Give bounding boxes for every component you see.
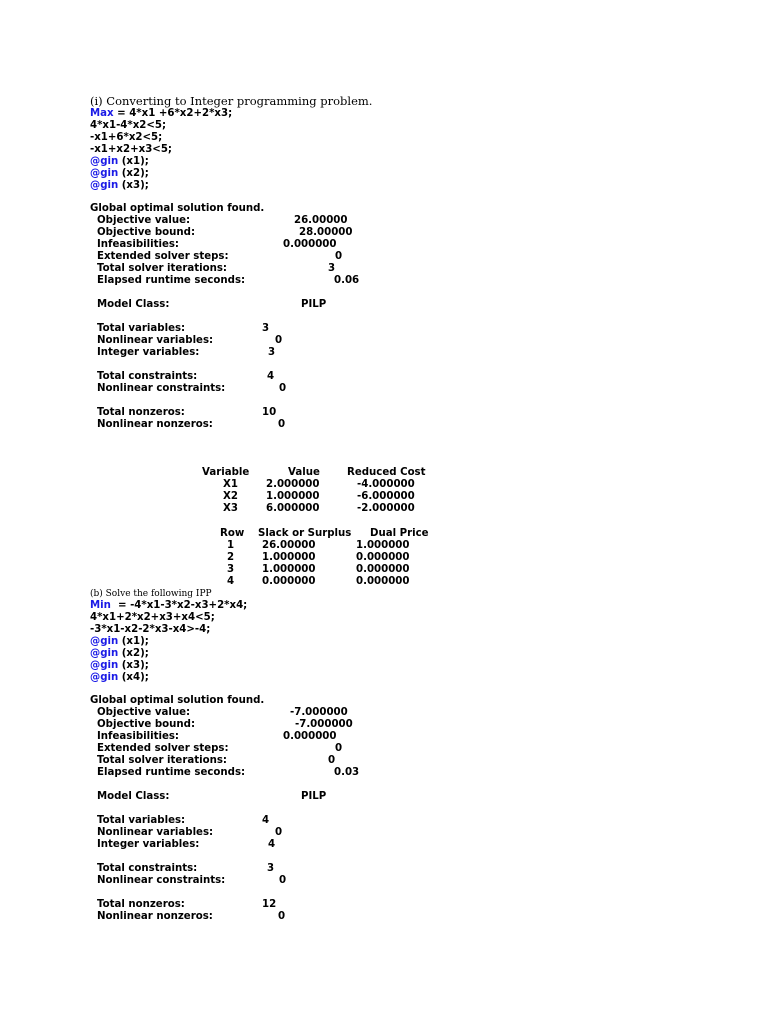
row-table-header: Row [220, 528, 245, 539]
stat-value: 0 [328, 755, 336, 766]
stat-label: Total nonzeros: [97, 899, 185, 910]
stat-label: Objective value: [97, 215, 191, 226]
var-table-header: Reduced Cost [347, 467, 426, 478]
stat-label: Total nonzeros: [97, 407, 185, 418]
section-heading-a: (i) Converting to Integer programming problem. [90, 94, 373, 108]
table-cell: 1.000000 [356, 540, 410, 551]
model-line: @gin (x3); [90, 180, 149, 191]
stat-value: 3 [267, 863, 275, 874]
table-cell: 2 [227, 552, 235, 563]
var-table-header: Value [288, 467, 320, 478]
keyword: @gin [90, 648, 119, 659]
stat-label: Integer variables: [97, 839, 200, 850]
stat-label: Extended solver steps: [97, 251, 229, 262]
stat-label: Objective bound: [97, 227, 196, 238]
stat-value: 0.000000 [283, 731, 337, 742]
keyword: Max [90, 108, 114, 119]
stat-label: Nonlinear variables: [97, 827, 214, 838]
table-cell: 3 [227, 564, 235, 575]
table-cell: 4 [227, 576, 235, 587]
stat-label: Total constraints: [97, 863, 198, 874]
section-heading-b: (b) Solve the following IPP [90, 589, 212, 599]
stat-value: 0 [278, 911, 286, 922]
stat-value: 0 [275, 335, 283, 346]
table-cell: 2.000000 [266, 479, 320, 490]
model-line: @gin (x1); [90, 636, 149, 647]
stat-label: Total solver iterations: [97, 755, 227, 766]
table-cell: 0.000000 [356, 576, 410, 587]
stat-value: -7.000000 [295, 719, 353, 730]
stat-value: 0.03 [334, 767, 360, 778]
table-cell: 6.000000 [266, 503, 320, 514]
stat-label: Elapsed runtime seconds: [97, 767, 246, 778]
keyword: @gin [90, 660, 119, 671]
stat-value: 12 [262, 899, 277, 910]
stat-label: Infeasibilities: [97, 731, 179, 742]
stat-label: Nonlinear nonzeros: [97, 419, 213, 430]
stat-value: 0 [275, 827, 283, 838]
table-cell: 1.000000 [262, 564, 316, 575]
table-cell: X3 [223, 503, 238, 514]
keyword: @gin [90, 180, 119, 191]
stat-label: Nonlinear variables: [97, 335, 214, 346]
model-class-label: Model Class: [97, 791, 170, 802]
stat-value: 3 [268, 347, 276, 358]
model-class-label: Model Class: [97, 299, 170, 310]
stat-value: 0 [278, 419, 286, 430]
table-cell: 1.000000 [262, 552, 316, 563]
stat-label: Extended solver steps: [97, 743, 229, 754]
stat-value: 4 [262, 815, 270, 826]
model-line: @gin (x2); [90, 168, 149, 179]
keyword: @gin [90, 168, 119, 179]
table-cell: 0.000000 [356, 564, 410, 575]
keyword: @gin [90, 672, 119, 683]
stat-value: 0.06 [334, 275, 360, 286]
stat-value: 0.000000 [283, 239, 337, 250]
stat-label: Total constraints: [97, 371, 198, 382]
stat-label: Objective value: [97, 707, 191, 718]
stat-value: 0 [335, 251, 343, 262]
model-class-value: PILP [301, 299, 327, 310]
stat-value: 4 [268, 839, 276, 850]
stat-value: 4 [267, 371, 275, 382]
table-cell: 1.000000 [266, 491, 320, 502]
keyword: @gin [90, 636, 119, 647]
table-cell: X1 [223, 479, 238, 490]
table-cell: 0.000000 [262, 576, 316, 587]
stat-value: 3 [262, 323, 270, 334]
model-line: Min = -4*x1-3*x2-x3+2*x4; [90, 600, 248, 611]
stat-label: Infeasibilities: [97, 239, 179, 250]
table-cell: 26.00000 [262, 540, 316, 551]
stat-label: Total solver iterations: [97, 263, 227, 274]
stat-value: 26.00000 [294, 215, 348, 226]
model-line: @gin (x1); [90, 156, 149, 167]
stat-label: Total variables: [97, 323, 186, 334]
table-cell: 1 [227, 540, 235, 551]
row-table-header: Dual Price [370, 528, 429, 539]
stat-label: Integer variables: [97, 347, 200, 358]
table-cell: -2.000000 [357, 503, 415, 514]
stat-label: Nonlinear constraints: [97, 875, 226, 886]
model-line: 4*x1-4*x2<5; [90, 120, 167, 131]
keyword: Min [90, 600, 111, 611]
model-line: Max = 4*x1 +6*x2+2*x3; [90, 108, 233, 119]
keyword: @gin [90, 156, 119, 167]
stat-label: Elapsed runtime seconds: [97, 275, 246, 286]
row-table-header: Slack or Surplus [258, 528, 352, 539]
model-line: -x1+6*x2<5; [90, 132, 163, 143]
stat-label: Objective bound: [97, 719, 196, 730]
table-cell: -6.000000 [357, 491, 415, 502]
stat-value: 10 [262, 407, 277, 418]
table-cell: 0.000000 [356, 552, 410, 563]
stat-label: Nonlinear nonzeros: [97, 911, 213, 922]
stat-label: Nonlinear constraints: [97, 383, 226, 394]
model-line: 4*x1+2*x2+x3+x4<5; [90, 612, 215, 623]
stat-label: Total variables: [97, 815, 186, 826]
stat-value: 0 [279, 383, 287, 394]
table-cell: X2 [223, 491, 238, 502]
stat-value: 0 [335, 743, 343, 754]
model-line: @gin (x3); [90, 660, 149, 671]
solver-status: Global optimal solution found. [90, 695, 265, 706]
solver-status: Global optimal solution found. [90, 203, 265, 214]
var-table-header: Variable [202, 467, 250, 478]
model-line: @gin (x4); [90, 672, 149, 683]
stat-value: 3 [328, 263, 336, 274]
stat-value: -7.000000 [290, 707, 348, 718]
model-line: -x1+x2+x3<5; [90, 144, 172, 155]
stat-value: 0 [279, 875, 287, 886]
model-line: @gin (x2); [90, 648, 149, 659]
model-class-value: PILP [301, 791, 327, 802]
model-line: -3*x1-x2-2*x3-x4>-4; [90, 624, 211, 635]
stat-value: 28.00000 [299, 227, 353, 238]
table-cell: -4.000000 [357, 479, 415, 490]
